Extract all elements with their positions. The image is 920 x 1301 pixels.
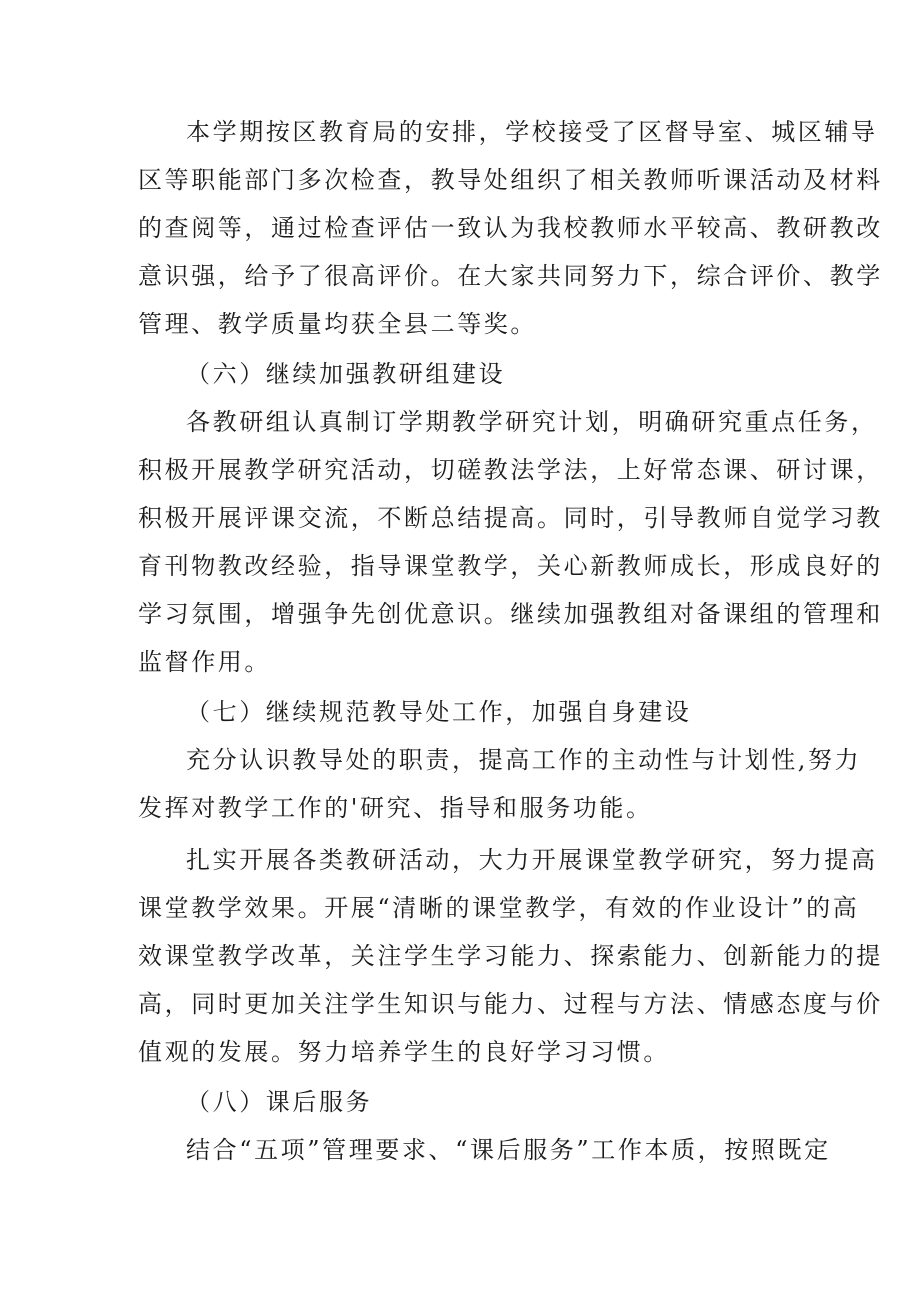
paragraph-line: 育刊物教改经验，指导课堂教学，关心新教师成长，形成良好的 xyxy=(138,552,883,580)
paragraph-line: 学习氛围，增强争先创优意识。继续加强教组对备课组的管理和 xyxy=(138,600,883,628)
paragraph-line: 各教研组认真制订学期教学研究计划，明确研究重点任务， xyxy=(186,408,878,436)
paragraph-line: 积极开展教学研究活动，切磋教法学法，上好常态课、研讨课， xyxy=(138,456,883,484)
paragraph-line: 意识强，给予了很高评价。在大家共同努力下，综合评价、教学 xyxy=(138,262,883,290)
paragraph-line: 课堂教学效果。开展“清晰的课堂教学，有效的作业设计”的高 xyxy=(138,894,860,922)
paragraph-line: 监督作用。 xyxy=(138,648,271,676)
paragraph-line: 区等职能部门多次检查，教导处组织了相关教师听课活动及材料 xyxy=(138,166,883,194)
section-heading: （六）继续加强教研组建设 xyxy=(186,360,506,388)
paragraph-line: 值观的发展。努力培养学生的良好学习习惯。 xyxy=(138,1038,670,1066)
paragraph-line: 充分认识教导处的职责，提高工作的主动性与计划性,努力 xyxy=(186,746,862,774)
paragraph-line: 发挥对教学工作的'研究、指导和服务功能。 xyxy=(138,794,653,822)
paragraph-line: 高，同时更加关注学生知识与能力、过程与方法、情感态度与价 xyxy=(138,990,883,1018)
section-heading: （七）继续规范教导处工作，加强自身建设 xyxy=(186,698,692,726)
paragraph-line: 积极开展评课交流，不断总结提高。同时，引导教师自觉学习教 xyxy=(138,504,883,532)
section-heading: （八）课后服务 xyxy=(186,1088,373,1116)
paragraph-line: 结合“五项”管理要求、“课后服务”工作本质，按照既定 xyxy=(186,1136,831,1164)
paragraph-line: 扎实开展各类教研活动，大力开展课堂教学研究，努力提高 xyxy=(186,846,878,874)
paragraph-line: 本学期按区教育局的安排，学校接受了区督导室、城区辅导 xyxy=(186,118,878,146)
paragraph-line: 的查阅等，通过检查评估一致认为我校教师水平较高、教研教改 xyxy=(138,214,883,242)
paragraph-line: 管理、教学质量均获全县二等奖。 xyxy=(138,310,537,338)
paragraph-line: 效课堂教学改革，关注学生学习能力、探索能力、创新能力的提 xyxy=(138,942,883,970)
